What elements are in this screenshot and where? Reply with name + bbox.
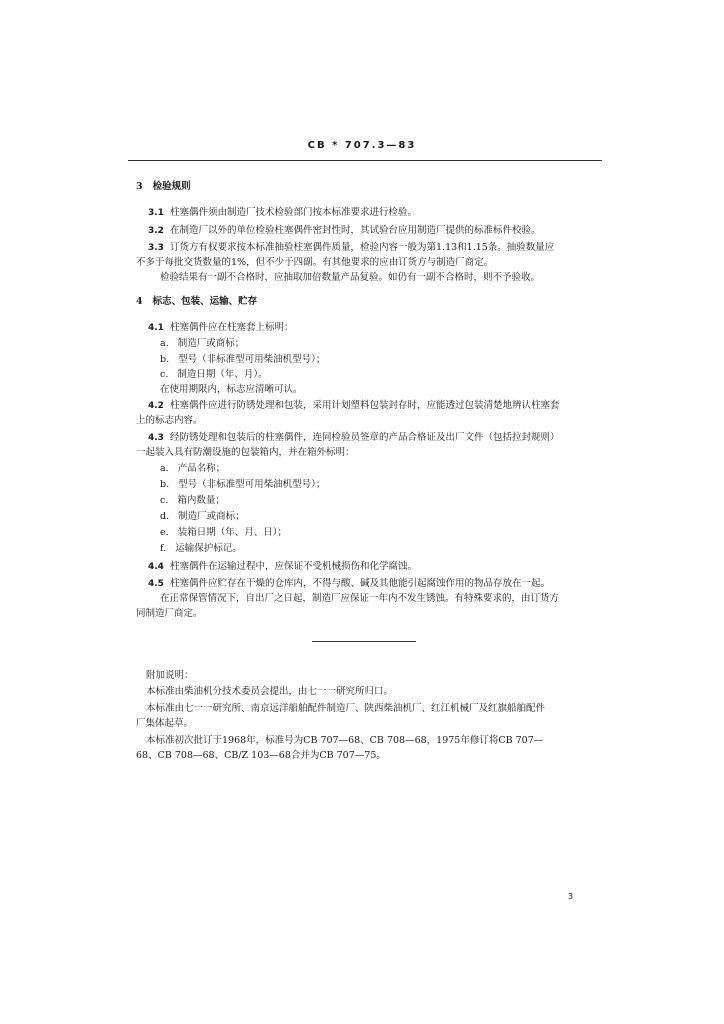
list-text: 箱内数量； — [177, 495, 225, 506]
clause-4-5-continued: 同制造厂商定。 — [136, 608, 203, 619]
clause-4-4 — [148, 561, 417, 573]
list-item — [160, 354, 325, 366]
list-item — [160, 338, 244, 350]
appendix-line: 68、CB 708—68、CB/Z 103—68合并为CB 707—75。 — [136, 750, 386, 761]
clause-text: 订货方有权要求按本标准抽验柱塞偶件质量，检验内容一般为第1.13和1.15条。抽验数量应 — [170, 242, 555, 253]
header-rule — [128, 160, 602, 161]
clause-4-3-continued: 一起装入具有防潮设施的包装箱内，并在箱外标明： — [136, 447, 355, 458]
clause-number: 4.3 — [148, 433, 164, 443]
clause-4-3 — [148, 432, 560, 444]
clause-number: 4.2 — [148, 401, 164, 411]
list-text: 制造厂或商标； — [178, 511, 245, 522]
list-item — [160, 495, 225, 507]
list-letter: c. — [160, 495, 169, 506]
list-letter: c. — [160, 369, 169, 380]
appendix-line: 本标准初次批订于1968年，标准号为CB 707—68、CB 708—68，1975年修订将CB 707— — [146, 735, 544, 746]
clause-3-1 — [148, 207, 417, 219]
list-letter: b. — [160, 479, 170, 490]
list-letter: b. — [160, 354, 170, 365]
section-3-title — [136, 181, 191, 193]
section-divider — [312, 641, 416, 642]
section-title: 检验规则 — [152, 181, 191, 192]
clause-number: 3.1 — [148, 208, 164, 218]
section-number: 3 — [136, 181, 143, 192]
section-number: 4 — [136, 296, 143, 307]
clause-3-3-paragraph: 检验结果有一副不合格时，应抽取加倍数量产品复验。如仍有一副不合格时，则不予验收。 — [160, 272, 541, 283]
page-header-code: CB * 707.3—83 — [307, 140, 417, 151]
list-text: 制造日期（年、月）。 — [177, 369, 268, 380]
list-item — [160, 527, 287, 539]
list-item — [160, 369, 268, 381]
clause-number: 4.5 — [148, 579, 164, 589]
clause-4-2-continued: 上的标志内容。 — [136, 415, 203, 426]
clause-text: 在制造厂以外的单位检验柱塞偶件密封性时，其试验台应用制造厂提供的标准标件校验。 — [170, 225, 541, 236]
clause-text: 柱塞偶件在运输过程中，应保证不受机械损伤和化学腐蚀。 — [170, 561, 418, 572]
list-item — [160, 463, 225, 475]
list-letter: e. — [160, 527, 169, 538]
clause-number: 4.4 — [148, 562, 164, 572]
list-item — [160, 479, 325, 491]
clause-number: 3.2 — [148, 226, 164, 236]
clause-text: 柱塞偶件须由制造厂技术检验部门按本标准要求进行检验。 — [170, 207, 418, 218]
clause-number: 3.3 — [148, 243, 164, 253]
clause-4-5-paragraph: 在正常保管情况下，自出厂之日起，制造厂应保证一年内不发生锈蚀。有特殊要求的，由订货方 — [160, 593, 560, 604]
list-letter: a. — [160, 338, 169, 349]
list-text: 制造厂或商标； — [177, 338, 245, 349]
list-letter: a. — [160, 463, 169, 474]
appendix-title: 附加说明： — [146, 670, 194, 681]
appendix-line: 厂集体起草。 — [136, 718, 194, 729]
clause-4-2 — [148, 400, 560, 412]
list-text: 运输保护标记。 — [175, 543, 242, 554]
clause-text: 柱塞偶件应进行防锈处理和包装，采用计划塑料包装封存时，应能透过包装清楚地辨认柱塞套 — [170, 400, 560, 411]
clause-4-1 — [148, 322, 294, 334]
list-text: 型号（非标准型可用柴油机型号）； — [178, 354, 326, 365]
list-letter: d. — [160, 511, 170, 522]
clause-3-3 — [148, 242, 554, 254]
section-title: 标志、包装、运输、贮存 — [152, 296, 258, 307]
clause-3-3-continued: 不多于每批交货数量的1%，但不少于四副。有其他要求的应由订货方与制造厂商定。 — [136, 257, 494, 268]
page-number: 3 — [568, 892, 574, 901]
list-text: 装箱日期（年、月、日）； — [177, 527, 287, 538]
clause-number: 4.1 — [148, 323, 164, 333]
list-text: 产品名称； — [177, 463, 226, 474]
list-letter: f. — [160, 543, 167, 554]
clause-4-1-note: 在使用期限内，标志应清晰可认。 — [160, 384, 303, 395]
clause-text: 柱塞偶件应在柱塞套上标明： — [170, 322, 294, 333]
section-4-title — [136, 296, 257, 308]
clause-4-5 — [148, 578, 550, 590]
clause-3-2 — [148, 225, 541, 237]
appendix-line: 本标准由七一一研究所、南京远洋船舶配件制造厂、陕西柴油机厂、红江机械厂及红旗船舶配件 — [146, 703, 546, 714]
clause-text: 经防锈处理和包装后的柱塞偶件，连同检验员签章的产品合格证及出厂文件（包括拉封规则） — [170, 432, 560, 443]
list-item — [160, 543, 242, 555]
list-item — [160, 511, 245, 523]
appendix-line: 本标准由柴油机分技术委员会提出，由七一一研究所归口。 — [146, 686, 394, 697]
clause-text: 柱塞偶件应贮存在干燥的仓库内，不得与酸、碱及其他能引起腐蚀作用的物品存放在一起。 — [170, 578, 551, 589]
list-text: 型号（非标准型可用柴油机型号）； — [178, 479, 326, 490]
